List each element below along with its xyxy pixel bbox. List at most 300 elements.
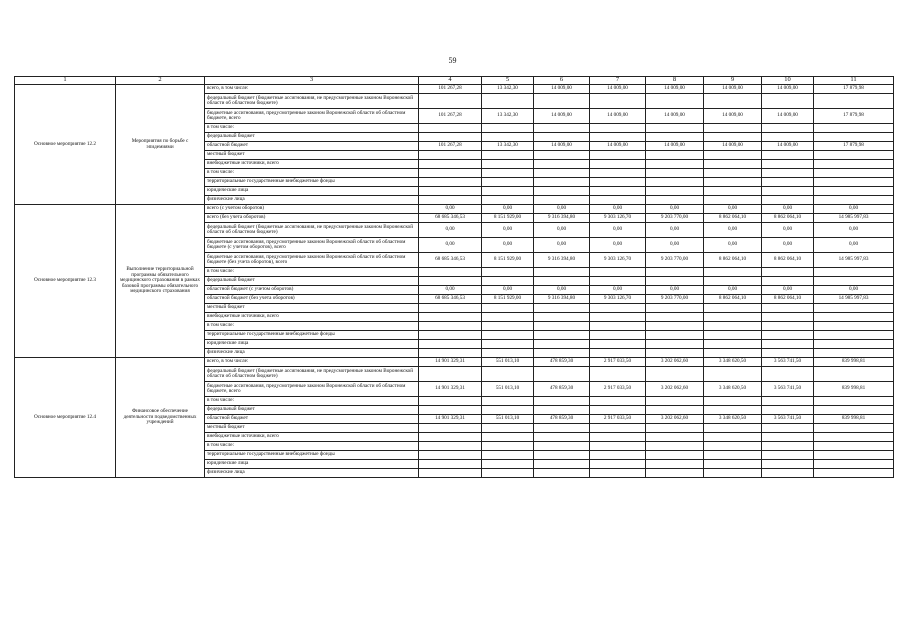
amount-cell [534,277,590,286]
amount-cell [762,469,814,478]
financing-table [14,76,894,478]
amount-cell: 839 998,81 [814,382,894,397]
amount-cell [762,187,814,196]
amount-cell [646,397,704,406]
column-number: 1 [15,77,116,85]
funding-source-label: местный бюджет [205,424,419,433]
amount-cell: 551 013,10 [482,415,534,424]
amount-cell: 14 009,00 [534,85,590,94]
amount-cell: 478 859,30 [534,382,590,397]
funding-source-label: бюджетные ассигнования, предусмотренные законом Воронежской области об областном бюджете, всего [205,382,419,397]
amount-cell [419,133,482,142]
amount-cell [646,268,704,277]
amount-cell [482,451,534,460]
amount-cell [419,442,482,451]
funding-source-label: территориальные государственные внебюджетные фонды [205,331,419,340]
funding-source-label: физические лица [205,469,419,478]
amount-cell [814,340,894,349]
funding-source-label: областной бюджет [205,142,419,151]
amount-cell: 3 202 062,60 [646,415,704,424]
table-row [15,358,894,367]
amount-cell [646,277,704,286]
column-number: 3 [205,77,419,85]
amount-cell [590,94,646,109]
amount-cell: 2 917 033,50 [590,415,646,424]
amount-cell: 9 303 126,70 [590,253,646,268]
amount-cell [419,277,482,286]
amount-cell [534,367,590,382]
amount-cell: 3 348 620,50 [704,415,762,424]
amount-cell [762,340,814,349]
amount-cell [482,442,534,451]
amount-cell [482,187,534,196]
funding-source-label: местный бюджет [205,304,419,313]
amount-cell [704,160,762,169]
amount-cell [534,433,590,442]
amount-cell [814,133,894,142]
amount-cell: 14 009,00 [646,142,704,151]
amount-cell: 101 267,28 [419,142,482,151]
amount-cell [646,304,704,313]
amount-cell [482,406,534,415]
amount-cell: 3 563 741,50 [762,382,814,397]
amount-cell: 0,00 [762,223,814,238]
amount-cell: 0,00 [534,223,590,238]
amount-cell [590,313,646,322]
amount-cell [590,442,646,451]
amount-cell: 14 901 329,31 [419,358,482,367]
amount-cell [704,469,762,478]
amount-cell [534,340,590,349]
amount-cell [762,169,814,178]
activity-status-cell: Основное мероприятие 12.2 [15,85,116,205]
amount-cell: 0,00 [590,205,646,214]
amount-cell: 17 879,98 [814,85,894,94]
amount-cell [762,151,814,160]
amount-cell [646,160,704,169]
amount-cell: 478 859,30 [534,415,590,424]
amount-cell [482,313,534,322]
amount-cell [590,460,646,469]
amount-cell [814,424,894,433]
amount-cell: 8 151 929,00 [482,253,534,268]
amount-cell [814,331,894,340]
amount-cell [482,124,534,133]
funding-source-label: федеральный бюджет (бюджетные ассигнования, не предусмотренные законом Воронежской области об областном бюджете) [205,94,419,109]
amount-cell [814,304,894,313]
amount-cell [534,196,590,205]
amount-cell: 3 202 062,60 [646,382,704,397]
amount-cell: 14 009,00 [762,142,814,151]
funding-source-label: областной бюджет (с учетом оборотов) [205,286,419,295]
amount-cell [590,451,646,460]
amount-cell: 478 859,30 [534,358,590,367]
amount-cell [534,160,590,169]
funding-source-label: федеральный бюджет [205,406,419,415]
funding-source-label: в том числе: [205,322,419,331]
amount-cell [482,151,534,160]
amount-cell [590,331,646,340]
funding-source-label: физические лица [205,196,419,205]
amount-cell: 2 917 033,50 [590,358,646,367]
amount-cell [704,124,762,133]
amount-cell [590,367,646,382]
amount-cell [534,124,590,133]
amount-cell: 0,00 [814,238,894,253]
amount-cell: 68 685 346,53 [419,295,482,304]
column-number: 10 [762,77,814,85]
amount-cell [762,304,814,313]
amount-cell: 9 303 126,70 [590,295,646,304]
amount-cell [762,133,814,142]
amount-cell: 0,00 [482,286,534,295]
amount-cell [814,313,894,322]
amount-cell: 9 316 394,80 [534,253,590,268]
amount-cell [646,340,704,349]
amount-cell [482,178,534,187]
amount-cell [814,169,894,178]
amount-cell [482,94,534,109]
amount-cell: 3 348 620,50 [704,382,762,397]
amount-cell [646,133,704,142]
amount-cell [534,451,590,460]
amount-cell [534,313,590,322]
amount-cell: 14 009,00 [534,142,590,151]
amount-cell [704,331,762,340]
amount-cell [814,160,894,169]
amount-cell [762,196,814,205]
amount-cell [762,349,814,358]
amount-cell: 14 009,00 [590,142,646,151]
amount-cell [646,124,704,133]
amount-cell [534,322,590,331]
amount-cell [704,268,762,277]
amount-cell [646,196,704,205]
funding-source-label: физические лица [205,349,419,358]
amount-cell [646,187,704,196]
amount-cell [762,94,814,109]
amount-cell [419,451,482,460]
amount-cell: 551 013,10 [482,382,534,397]
amount-cell: 9 203 770,00 [646,214,704,223]
column-number: 5 [482,77,534,85]
amount-cell [814,277,894,286]
amount-cell [590,340,646,349]
amount-cell [419,313,482,322]
amount-cell [419,304,482,313]
amount-cell [419,406,482,415]
amount-cell [646,331,704,340]
activity-name-cell: Финансовое обеспечение деятельности подведомственных учреждений [116,358,205,478]
amount-cell [482,460,534,469]
amount-cell: 0,00 [646,223,704,238]
amount-cell: 13 342,30 [482,142,534,151]
funding-source-label: областной бюджет (без учета оборотов) [205,295,419,304]
amount-cell: 68 685 346,53 [419,214,482,223]
amount-cell [646,151,704,160]
amount-cell [534,424,590,433]
funding-source-label: внебюджетные источники, всего [205,160,419,169]
amount-cell [704,442,762,451]
amount-cell [419,178,482,187]
amount-cell [814,460,894,469]
activity-status-cell: Основное мероприятие 12.3 [15,205,116,358]
amount-cell [482,349,534,358]
amount-cell [646,367,704,382]
amount-cell [704,424,762,433]
amount-cell [419,349,482,358]
amount-cell [419,151,482,160]
amount-cell [814,406,894,415]
amount-cell: 17 879,98 [814,142,894,151]
funding-source-label: в том числе: [205,169,419,178]
amount-cell: 0,00 [646,205,704,214]
amount-cell: 0,00 [814,286,894,295]
funding-source-label: бюджетные ассигнования, предусмотренные законом Воронежской области об областном бюджете (без учета оборотов), всего [205,253,419,268]
amount-cell: 0,00 [762,286,814,295]
funding-source-label: всего, в том числе: [205,358,419,367]
amount-cell: 0,00 [482,223,534,238]
amount-cell [704,367,762,382]
amount-cell [590,196,646,205]
funding-source-label: территориальные государственные внебюджетные фонды [205,451,419,460]
funding-source-label: в том числе: [205,268,419,277]
amount-cell [482,340,534,349]
amount-cell [482,169,534,178]
amount-cell: 0,00 [419,286,482,295]
amount-cell [762,397,814,406]
amount-cell [762,406,814,415]
amount-cell [704,460,762,469]
amount-cell [482,268,534,277]
funding-source-label: бюджетные ассигнования, предусмотренные законом Воронежской области об областном бюджете, всего [205,109,419,124]
amount-cell [419,268,482,277]
amount-cell: 9 316 394,80 [534,295,590,304]
amount-cell: 8 862 064,10 [704,214,762,223]
amount-cell: 839 998,81 [814,358,894,367]
funding-source-label: территориальные государственные внебюджетные фонды [205,178,419,187]
amount-cell [704,304,762,313]
amount-cell [704,94,762,109]
amount-cell [646,460,704,469]
amount-cell [814,322,894,331]
amount-cell [534,406,590,415]
amount-cell [704,178,762,187]
amount-cell: 0,00 [482,205,534,214]
amount-cell: 0,00 [814,223,894,238]
amount-cell [590,169,646,178]
amount-cell [482,160,534,169]
amount-cell [704,277,762,286]
column-number: 11 [814,77,894,85]
amount-cell [704,196,762,205]
amount-cell: 0,00 [534,286,590,295]
amount-cell [762,313,814,322]
funding-source-label: в том числе: [205,124,419,133]
funding-source-label: федеральный бюджет [205,277,419,286]
amount-cell [704,187,762,196]
amount-cell [482,331,534,340]
amount-cell: 3 563 741,50 [762,358,814,367]
amount-cell [482,304,534,313]
funding-source-label: бюджетные ассигнования, предусмотренные законом Воронежской области об областном бюджете (с учетом оборотов), всего [205,238,419,253]
amount-cell [814,397,894,406]
amount-cell [534,442,590,451]
amount-cell [704,151,762,160]
amount-cell [762,124,814,133]
amount-cell: 8 862 064,10 [762,295,814,304]
amount-cell [646,406,704,415]
amount-cell [482,397,534,406]
amount-cell [646,313,704,322]
amount-cell [646,424,704,433]
amount-cell [704,313,762,322]
amount-cell [762,424,814,433]
activity-name-cell: Мероприятия по борьбе с эпидемиями [116,85,205,205]
column-number-row [15,77,894,85]
amount-cell [482,277,534,286]
funding-source-label: местный бюджет [205,151,419,160]
amount-cell: 14 009,00 [590,109,646,124]
amount-cell [762,460,814,469]
amount-cell [646,451,704,460]
amount-cell [814,196,894,205]
funding-source-label: всего (с учетом оборотов) [205,205,419,214]
amount-cell [419,331,482,340]
amount-cell: 14 009,00 [590,85,646,94]
amount-cell: 14 985 997,83 [814,253,894,268]
amount-cell [534,151,590,160]
amount-cell: 14 901 329,31 [419,415,482,424]
column-number: 6 [534,77,590,85]
amount-cell [482,424,534,433]
amount-cell [762,433,814,442]
table-row [15,205,894,214]
amount-cell [762,331,814,340]
amount-cell [590,322,646,331]
amount-cell: 0,00 [534,238,590,253]
amount-cell [814,94,894,109]
amount-cell: 14 009,00 [762,109,814,124]
amount-cell: 14 009,00 [646,109,704,124]
amount-cell [590,397,646,406]
amount-cell [704,349,762,358]
amount-cell: 0,00 [704,223,762,238]
amount-cell: 0,00 [590,223,646,238]
amount-cell [762,160,814,169]
funding-source-label: внебюджетные источники, всего [205,313,419,322]
amount-cell: 17 879,98 [814,109,894,124]
funding-source-label: федеральный бюджет (бюджетные ассигнования, не предусмотренные законом Воронежской области об областном бюджете) [205,367,419,382]
amount-cell [762,277,814,286]
amount-cell: 8 151 929,00 [482,214,534,223]
column-number: 7 [590,77,646,85]
amount-cell [482,367,534,382]
funding-source-label: юридические лица [205,187,419,196]
amount-cell [534,304,590,313]
funding-source-label: в том числе: [205,397,419,406]
amount-cell: 0,00 [762,238,814,253]
amount-cell [590,469,646,478]
amount-cell: 2 917 033,50 [590,382,646,397]
page-number: 59 [448,56,457,65]
funding-source-label: внебюджетные источники, всего [205,433,419,442]
column-number: 2 [116,77,205,85]
amount-cell: 0,00 [646,286,704,295]
amount-cell [419,397,482,406]
amount-cell [590,178,646,187]
amount-cell [534,460,590,469]
column-number: 9 [704,77,762,85]
amount-cell [704,133,762,142]
amount-cell: 3 348 620,50 [704,358,762,367]
amount-cell [534,94,590,109]
amount-cell: 8 151 929,00 [482,295,534,304]
amount-cell: 101 267,28 [419,109,482,124]
amount-cell [482,133,534,142]
amount-cell: 14 901 329,31 [419,382,482,397]
funding-source-label: федеральный бюджет (бюджетные ассигнования, не предусмотренные законом Воронежской области об областном бюджете) [205,223,419,238]
amount-cell [704,451,762,460]
amount-cell [704,169,762,178]
amount-cell [534,331,590,340]
amount-cell [590,277,646,286]
amount-cell: 9 316 394,80 [534,214,590,223]
column-number: 4 [419,77,482,85]
amount-cell: 14 009,00 [646,85,704,94]
amount-cell [814,124,894,133]
amount-cell [762,322,814,331]
amount-cell [762,178,814,187]
amount-cell [534,133,590,142]
amount-cell [419,322,482,331]
amount-cell [704,322,762,331]
amount-cell: 14 985 997,83 [814,214,894,223]
amount-cell: 14 009,00 [704,142,762,151]
amount-cell: 14 009,00 [534,109,590,124]
amount-cell: 8 862 064,10 [762,214,814,223]
funding-source-label: юридические лица [205,460,419,469]
amount-cell [646,442,704,451]
amount-cell [814,187,894,196]
funding-source-label: всего, в том числе: [205,85,419,94]
amount-cell [534,178,590,187]
amount-cell: 551 013,10 [482,358,534,367]
amount-cell [482,469,534,478]
amount-cell: 14 009,00 [704,85,762,94]
amount-cell [814,349,894,358]
amount-cell: 101 267,28 [419,85,482,94]
amount-cell [590,304,646,313]
amount-cell [646,469,704,478]
amount-cell [534,169,590,178]
amount-cell [646,349,704,358]
amount-cell [419,433,482,442]
amount-cell: 3 202 062,60 [646,358,704,367]
amount-cell [419,169,482,178]
amount-cell [590,424,646,433]
amount-cell: 839 998,81 [814,415,894,424]
amount-cell [814,151,894,160]
amount-cell [646,169,704,178]
amount-cell [704,433,762,442]
amount-cell [419,124,482,133]
column-number: 8 [646,77,704,85]
amount-cell [482,322,534,331]
funding-source-label: в том числе: [205,442,419,451]
amount-cell [646,178,704,187]
amount-cell [534,268,590,277]
